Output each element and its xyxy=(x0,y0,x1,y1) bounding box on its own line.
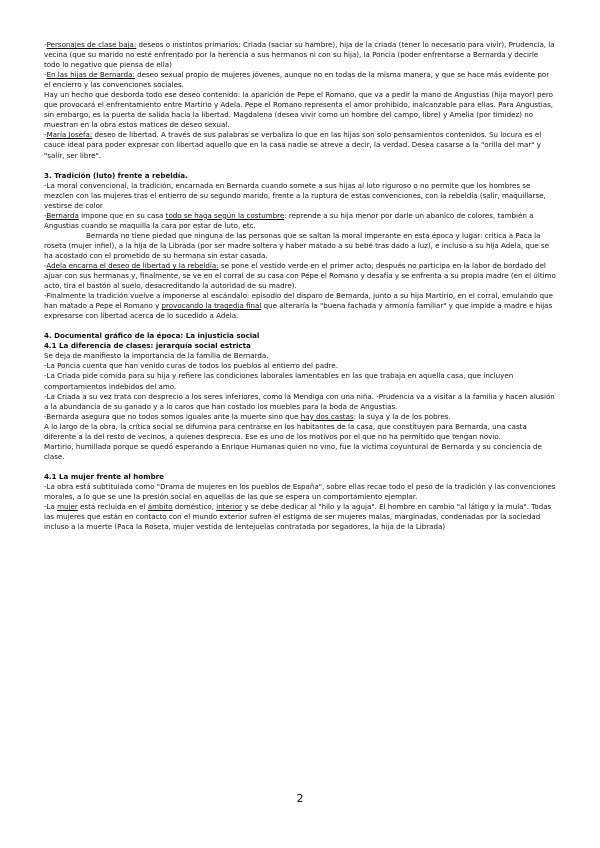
underlined-text: Adela encarna el deseo de libertad y la rebeldía: xyxy=(46,260,219,270)
text-run: - xyxy=(44,210,47,220)
text-run: : reprende a su hija menor por darle un abanico de colores, también a Angustias cuando se maquilla la cara por estar de luto, etc. xyxy=(44,210,534,230)
text-run: -Bernarda asegura que no todos somos iguales ante la muerte sino que xyxy=(44,411,301,421)
text-run: 4.1 La mujer frente al hombre xyxy=(44,471,164,481)
text-run: 3. Tradición (luto) frente a rebeldía. xyxy=(44,170,188,180)
body-paragraph xyxy=(44,422,556,442)
page-number: 2 xyxy=(296,792,304,805)
underlined-text: ámbito xyxy=(147,502,173,512)
body-paragraph xyxy=(44,371,556,391)
text-run: y se debe dedicar al "hilo y la aguja". El hombre en cambio "al látigo y la mula". Todas las mujeres que están en contacto con el mundo exterior sufren el estigma de ser mujeres malas, marginadas, condenadas por la sociedad incluso a la muerte (Paca la Roseta, mujer vestida de lentejuelas contratada por segadores, la hija de la Librada) xyxy=(44,502,552,532)
section-heading xyxy=(44,171,556,181)
underlined-text: María Josefa: xyxy=(46,130,93,140)
body-paragraph xyxy=(44,482,556,502)
text-run: : la suya y la de los pobres. xyxy=(353,411,451,421)
section-heading xyxy=(44,472,556,482)
body-paragraph xyxy=(44,351,556,361)
text-run: que alteraría la "buena fachada y armonía familiar" y que impide a madre e hijas expresarse con libertad acerca de lo sucedido a Adela. xyxy=(44,301,553,321)
text-run: 4.1 La diferencia de clases: jerarquía social estricta xyxy=(44,341,251,351)
text-run: -Finalmente la tradición vuelve a imponerse al escándalo: episodio del disparo de Bernarda, junto a su hija Martirio, en el corral, emulando que han matado a Pepe el Romano y xyxy=(44,291,553,311)
underlined-text: todo se haga según la costumbre xyxy=(165,210,285,220)
text-run: está recluida en el xyxy=(77,502,148,512)
text-run: Se deja de manifiesto la importancia de la familia de Bernarda. xyxy=(44,351,269,361)
section-gap xyxy=(44,462,556,472)
body-paragraph xyxy=(44,261,556,291)
text-run: deseo sexual propio de mujeres jóvenes, aunque no en todas de la misma manera, y que se hace más evidente por el encierro y las convenciones sociales. xyxy=(44,70,550,90)
text-run: Hay un hecho que desborda todo ese deseo contenido: la aparición de Pepe el Romano, que va a pedir la mano de Angustias (hija mayor) pero que provocará el enfrentamiento entre Martirio y Adela. Pepe el Romano representa el amor prohibido, inalcanzable para ellas. Para Angustias, sin embargo, es la puerta de salida hacia la libertad. Magdalena (desea vivir como un hombre del campo, libre) y Amelia (por timidez) no muestran en la obra estos matices de deseo sexual. xyxy=(44,90,554,130)
underlined-text: hay dos castas xyxy=(300,411,354,421)
section-gap xyxy=(44,321,556,331)
body-paragraph xyxy=(44,70,556,90)
text-run: -La moral convencional, la tradición, encarnada en Bernarda cuando somete a sus hijas al luto riguroso o no permite que los hombres se mezclen con las mujeres tras el entierro de su segundo marido, frente a la ruptura de estas convenciones, con la rebeldía (salir, maquillarse, vestirse de color xyxy=(44,180,546,210)
underlined-text: Personajes de clase baja: xyxy=(46,40,137,49)
underlined-text: Bernarda xyxy=(46,210,79,220)
body-paragraph xyxy=(44,412,556,422)
body-paragraph xyxy=(44,442,556,462)
body-paragraph xyxy=(44,392,556,412)
body-paragraph xyxy=(44,361,556,371)
section-heading xyxy=(44,331,556,341)
body-paragraph xyxy=(44,130,556,160)
text-run: deseo de libertad. A través de sus palabras se verbaliza lo que en las hijas son solo pensamientos contenidos. Su locura es el cauce ideal para poder expresar con libertad aquello que en la casa nadie se atreve a decir, la verdad. Desea casarse a la "orilla del mar" y "salir, ser libre". xyxy=(44,130,542,160)
text-run: -La obra está subtitulada como "Drama de mujeres en los pueblos de España", sobre ellas recae todo el peso de la tradición y las convenciones morales, a lo que se une la presión social en aquellas de las que se espera un comportamiento ejemplar. xyxy=(44,481,556,501)
body-paragraph xyxy=(44,291,556,321)
text-run: Martirio, humillada porque se quedó esperando a Enrique Humanas quien no vino, fue la víctima coyuntural de Bernarda y su conciencia de clase. xyxy=(44,441,542,461)
body-paragraph xyxy=(44,211,556,231)
text-run: doméstico, xyxy=(172,502,217,512)
text-run: se pone el vestido verde en el primer acto; después no participa en la labor de bordado del ajuar con sus hermanas y, finalmente, se ve en el corral de su casa con Pepe el Romano y desafía y se enfrenta a su propia madre (en el último acto, tira el bastón al suelo, desacreditando la autoridad de su madre). xyxy=(44,260,556,291)
text-run: -La xyxy=(44,502,58,512)
text-run: impone que en su casa xyxy=(78,210,166,220)
body-paragraph xyxy=(44,90,556,130)
underlined-text: En las hijas de Bernarda: xyxy=(46,70,135,80)
text-run: -La Criada pide comida para su hija y refiere las condiciones laborales lamentables en las que trabaja en aquella casa, que incluyen comportamientos indebidos del amo. xyxy=(44,371,514,391)
text-run: - xyxy=(44,40,47,49)
text-run: -La Poncia cuenta que han venido curas de todos los pueblos al entierro del padre. xyxy=(44,361,338,371)
text-run: - xyxy=(44,130,47,140)
text-run: deseos o instintos primarios: Criada (saciar su hambre), hija de la criada (tener lo necesario para vivir), Prudencia, la vecina (que su marido no esté enfrentado por la herencia a sus hermanos ni con su hija), la Poncia (poder enfrentarse a Bernarda y decirle todo lo negativo que piensa de ella) xyxy=(44,40,555,70)
text-run: A lo largo de la obra, la crítica social se difumina para centrarse en los habitantes de la casa, que constituyen para Bernarda, una casta diferente a la del resto de vecinos, a quienes desprecia. Ese es uno de los motivos por el que no ha permitido que tengan novio. xyxy=(44,421,527,441)
body-paragraph xyxy=(44,181,556,211)
text-run: 4. Documental gráfico de la época: La injusticia social xyxy=(44,331,260,341)
underlined-text: provocando la tragedia final xyxy=(161,301,262,311)
section-heading xyxy=(44,341,556,351)
body-paragraph xyxy=(44,40,556,70)
text-run: - xyxy=(44,260,47,270)
underlined-text: interior xyxy=(216,502,242,512)
underlined-text: mujer xyxy=(57,502,78,512)
document-page xyxy=(44,40,556,532)
section-gap xyxy=(44,161,556,171)
body-paragraph xyxy=(44,231,556,261)
text-run: - xyxy=(44,70,47,80)
text-run: Bernarda no tiene piedad que ninguna de las personas que se saltan la moral imperante en esta época y lugar: critica a Paca la roseta (mujer infiel), a la hija de la Librada (por ser madre soltera y haber matado a su bebé tras dado a luz), e incluso a su hija Adela, que se ha acostado con el prometido de su hermana sin estar casada. xyxy=(44,230,550,260)
body-paragraph xyxy=(44,502,556,532)
text-run: -La Criada a su vez trata con desprecio a los seres inferiores, como la Mendiga con una niña. -Prudencia va a visitar a la familia y hacen alusión a la abundancia de su ganado y a lo caros que han costado los muebles para la boda de Angustias. xyxy=(44,391,555,411)
